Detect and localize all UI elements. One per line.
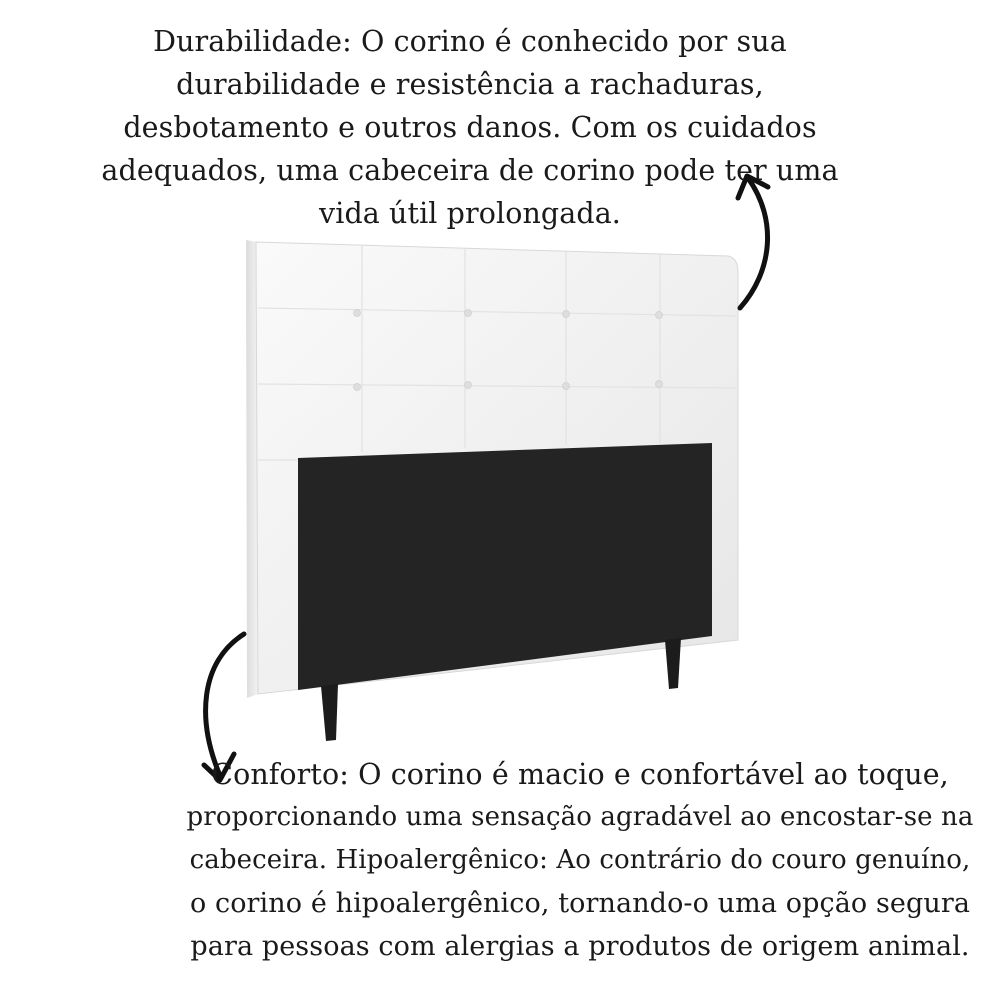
text-line: proporcionando uma sensação agradável ao encostar-se na <box>186 802 974 832</box>
text-line: para pessoas com alergias a produtos de origem animal. <box>190 931 970 962</box>
headboard-leg-left <box>321 684 338 741</box>
headboard <box>246 240 738 741</box>
text-line: vida útil prolongada. <box>319 197 621 230</box>
text-line: Conforto: O corino é macio e confortável ao toque, <box>211 758 949 791</box>
text-line: desbotamento e outros danos. Com os cuidados <box>123 111 817 144</box>
curved-arrow-up-icon <box>738 176 768 308</box>
text-line: durabilidade e resistência a rachaduras, <box>176 68 764 101</box>
text-line: cabeceira. Hipoalergênico: Ao contrário do couro genuíno, <box>189 845 971 875</box>
text-line: o corino é hipoalergênico, tornando-o uma opção segura <box>189 888 971 919</box>
headboard-leg-right <box>665 638 681 689</box>
text-line: adequados, uma cabeceira de corino pode ter uma <box>101 154 839 187</box>
comfort-paragraph <box>185 753 975 968</box>
text-line: Durabilidade: O corino é conhecido por sua <box>153 25 787 58</box>
headboard-dark-panel <box>298 443 712 690</box>
